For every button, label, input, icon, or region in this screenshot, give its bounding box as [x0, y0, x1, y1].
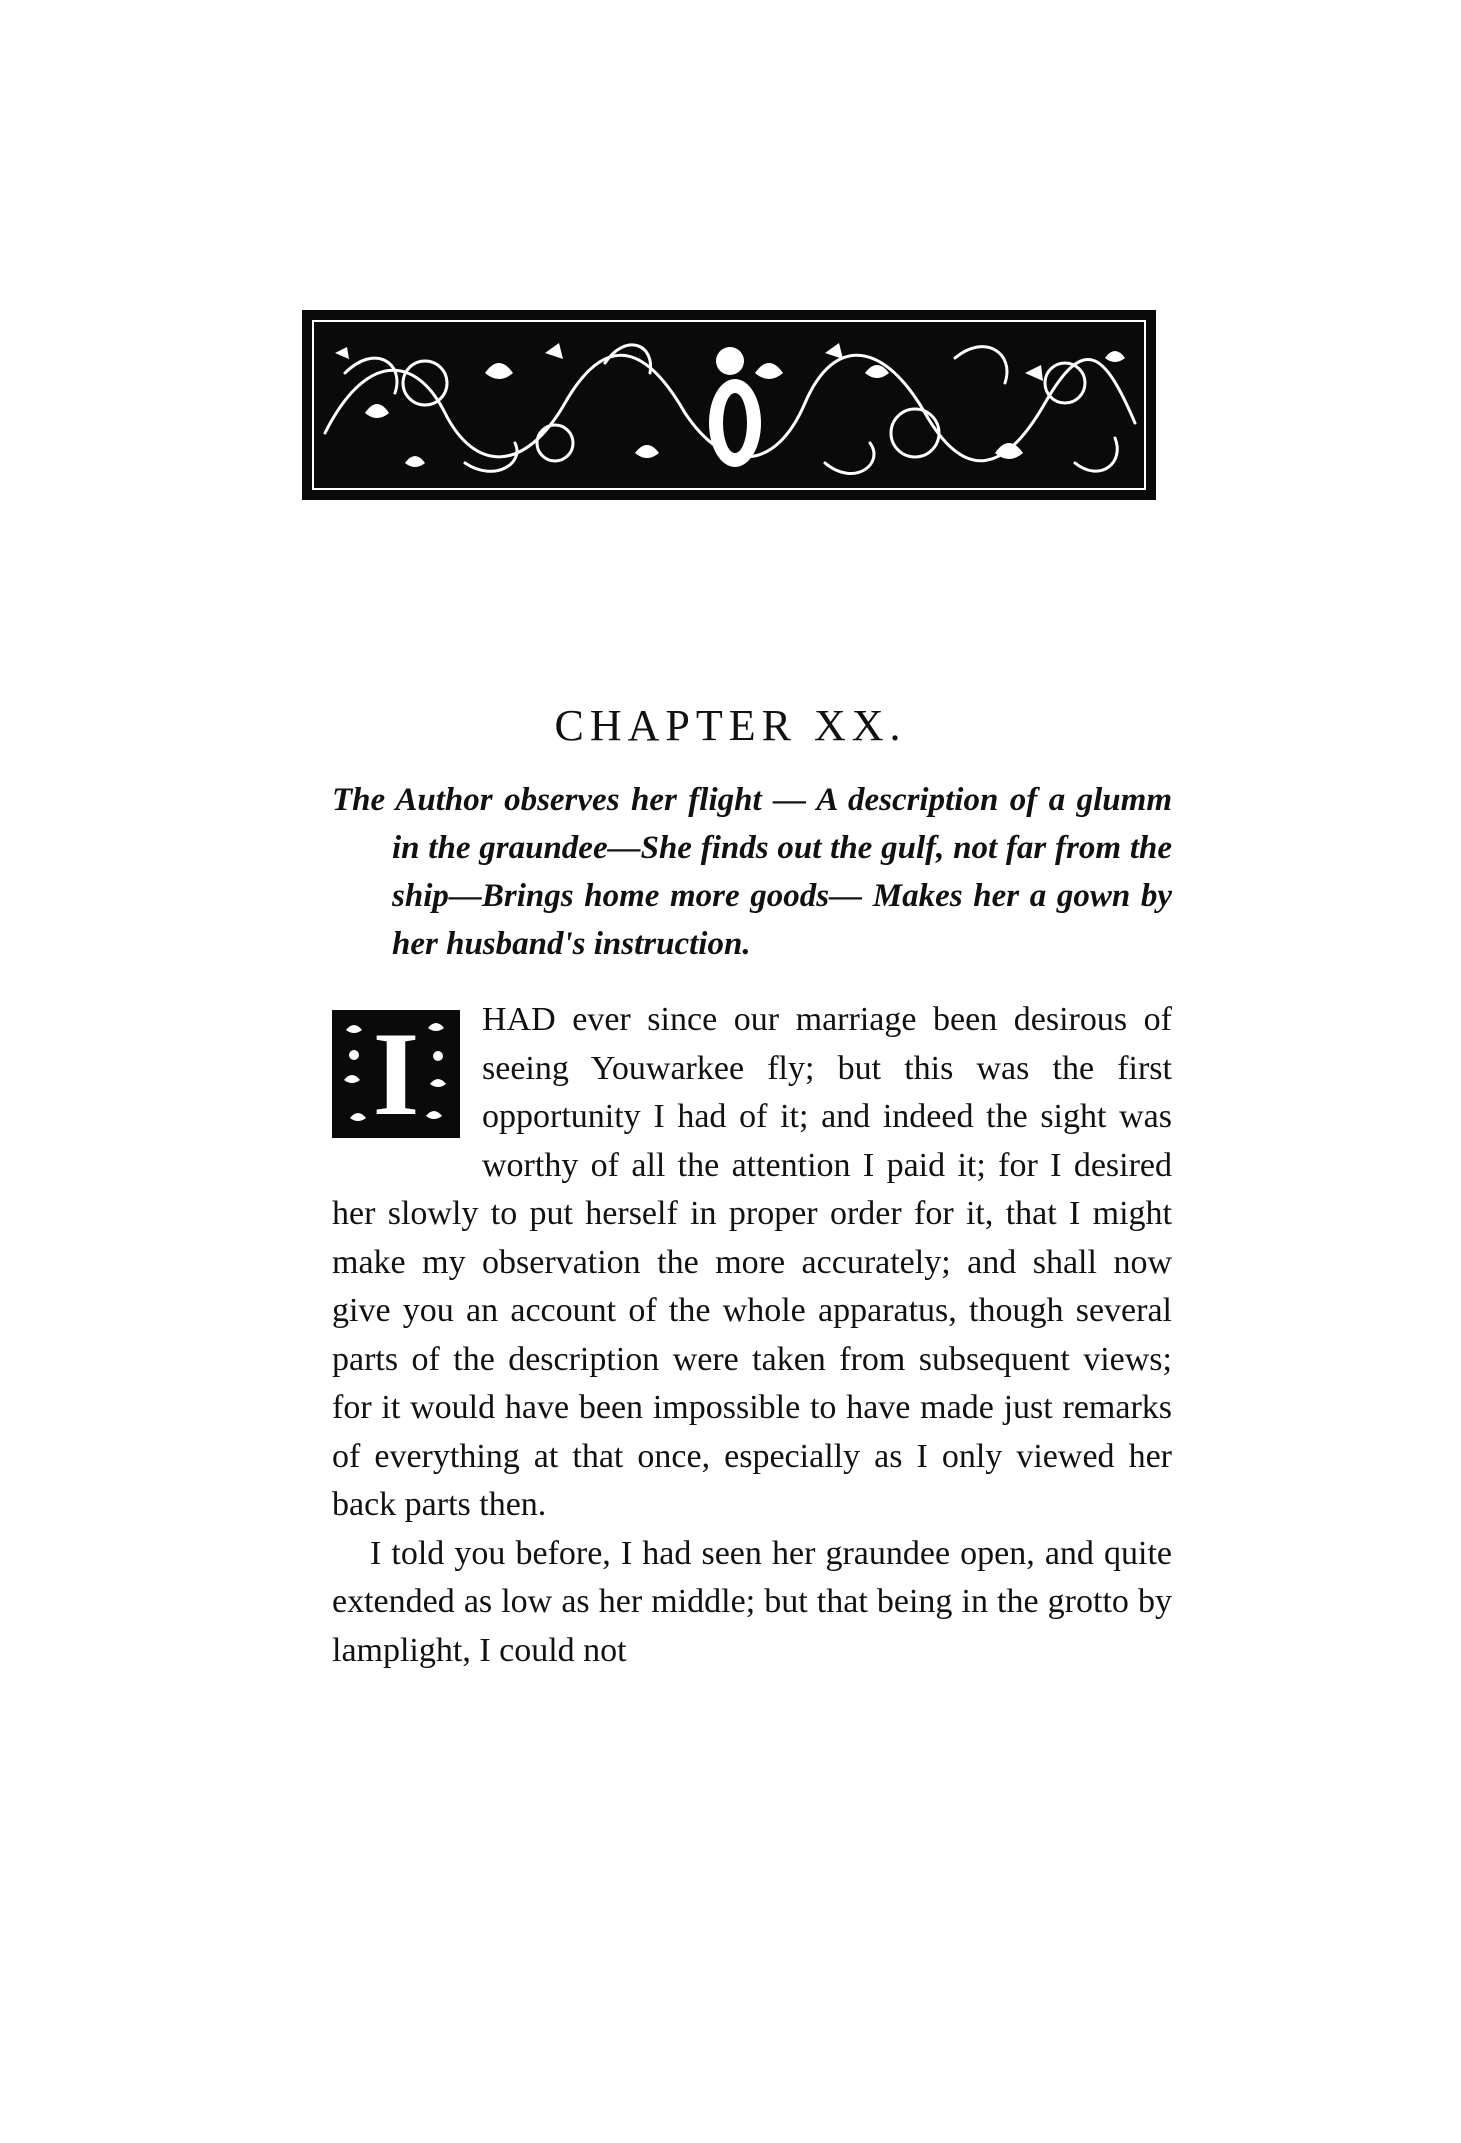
drop-cap-letter: I	[372, 1007, 420, 1140]
paragraph-2: I told you before, I had seen her graundee open, and quite extended as low as her middle; but that being in the grotto by lamplight, I could not	[332, 1534, 1172, 1669]
paragraph-1-text: HAD ever since our marriage been desirous of seeing Youwarkee fly; but this was the first opportunity I had of it; and indeed the sight was worthy of all the attention I paid it; for I desired her slowly to put herself in proper order for it, that I might make my observation the more accurately; and shall now give you an account of the whole apparatus, though several parts of the description were taken from subsequent views; for it would have been impossible to have made just remarks of everything at that once, especially as I only viewed her back parts then.	[332, 1001, 1172, 1523]
vine-ornament-icon	[305, 313, 1153, 497]
chapter-title: CHAPTER XX.	[554, 701, 907, 750]
chapter-body	[332, 996, 1172, 1675]
ornamental-headpiece	[302, 310, 1156, 500]
drop-cap	[332, 1007, 460, 1140]
paragraph-1	[332, 996, 1172, 1530]
chapter-synopsis: The Author observes her flight — A description of a glumm in the graundee—She finds out the gulf, not far from the ship—Brings home more goods— Makes her a gown by her husband's instruction.	[332, 782, 1172, 962]
